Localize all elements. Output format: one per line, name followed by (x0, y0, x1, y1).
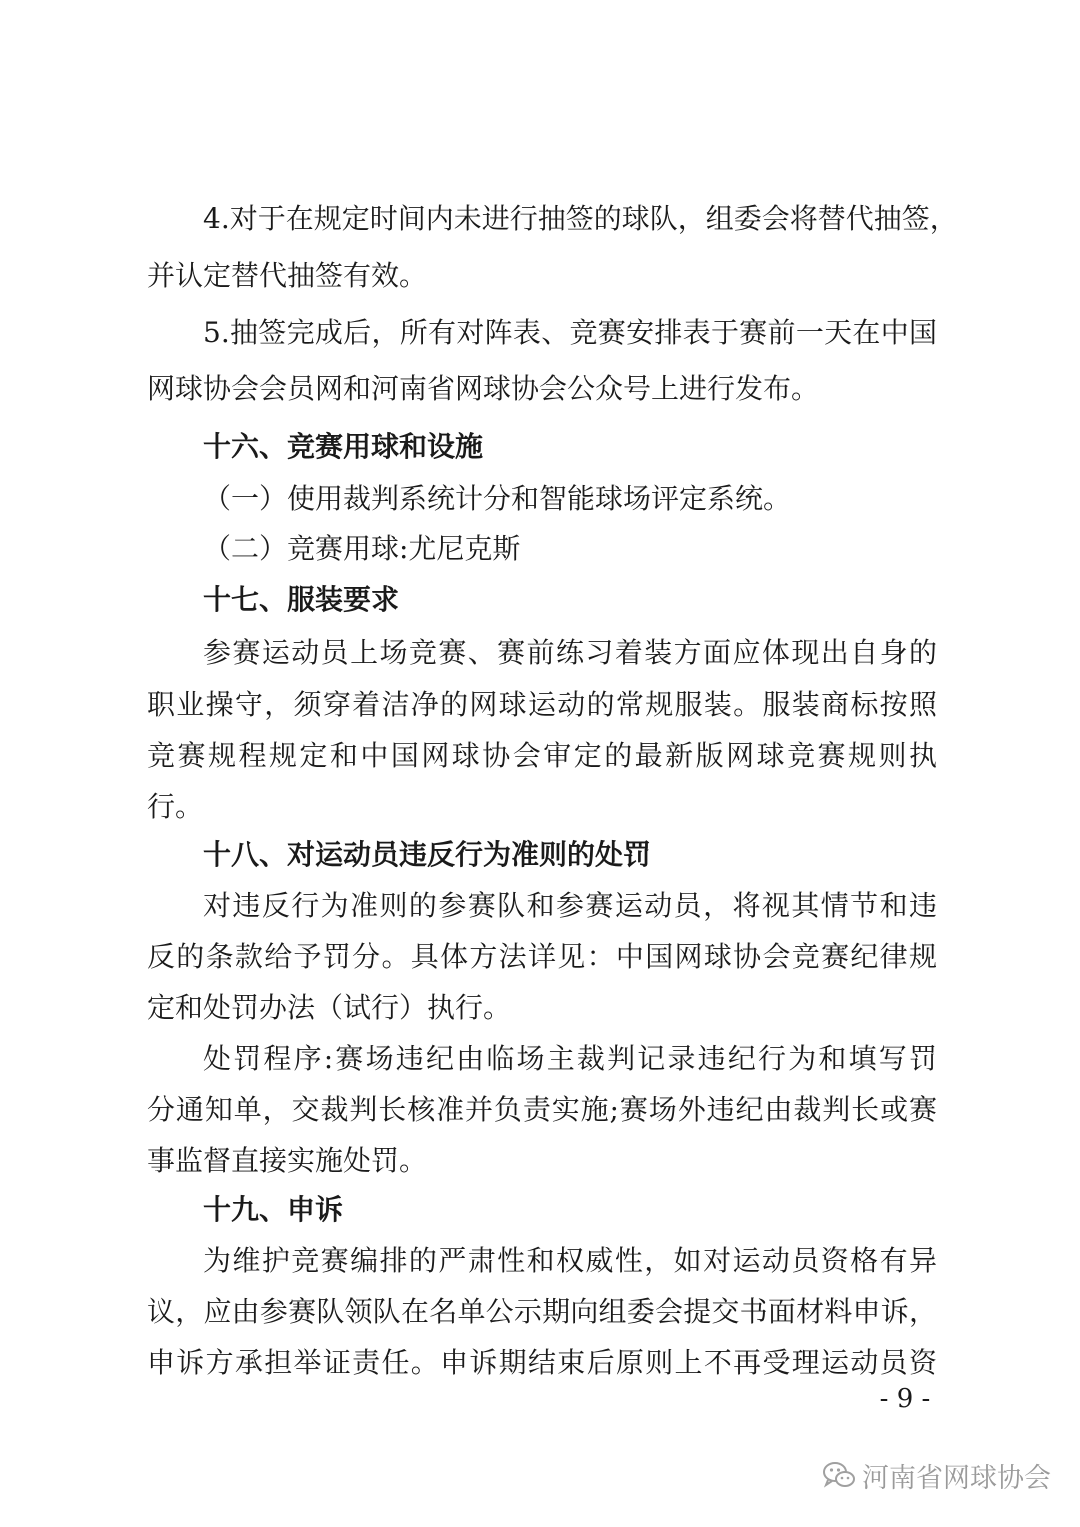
section-heading: 十八、对运动员违反行为准则的处罚 (203, 838, 652, 871)
paragraph-line: 职业操守，须穿着洁净的网球运动的常规服装。服装商标按照 (147, 688, 937, 721)
paragraph-line: 事监督直接实施处罚。 (147, 1144, 428, 1177)
paragraph-line: 网球协会会员网和河南省网球协会公众号上进行发布。 (147, 372, 820, 405)
paragraph-line: 定和处罚办法（试行）执行。 (147, 991, 512, 1024)
paragraph-line: 处罚程序:赛场违纪由临场主裁判记录违纪行为和填写罚 (203, 1042, 937, 1075)
watermark-text: 河南省网球协会 (862, 1462, 1051, 1494)
wechat-icon (822, 1460, 856, 1490)
paragraph-line: 分通知单，交裁判长核准并负责实施;赛场外违纪由裁判长或赛 (147, 1093, 937, 1126)
section-heading: 十六、竞赛用球和设施 (203, 430, 484, 463)
paragraph-line: 行。 (147, 790, 204, 823)
paragraph-line: 4.对于在规定时间内未进行抽签的球队，组委会将替代抽签， (203, 202, 958, 235)
section-heading: 十九、申诉 (203, 1193, 344, 1226)
paragraph-line: 参赛运动员上场竞赛、赛前练习着装方面应体现出自身的 (203, 636, 937, 669)
page-number: - 9 - (879, 1384, 931, 1414)
watermark (822, 1455, 1051, 1495)
section-heading: 十七、服装要求 (203, 583, 400, 616)
paragraph-line: 并认定替代抽签有效。 (147, 259, 428, 292)
paragraph-line: （一）使用裁判系统计分和智能球场评定系统。 (203, 482, 792, 515)
paragraph-line: （二）竞赛用球:尤尼克斯 (203, 532, 521, 565)
paragraph-line: 竞赛规程规定和中国网球协会审定的最新版网球竞赛规则执 (147, 739, 937, 772)
paragraph-line: 议，应由参赛队领队在名单公示期向组委会提交书面材料申诉， (147, 1295, 937, 1328)
paragraph-line: 对违反行为准则的参赛队和参赛运动员，将视其情节和违 (203, 889, 937, 922)
paragraph-line: 5.抽签完成后，所有对阵表、竞赛安排表于赛前一天在中国 (203, 316, 937, 349)
paragraph-line: 为维护竞赛编排的严肃性和权威性，如对运动员资格有异 (203, 1244, 937, 1277)
paragraph-line: 申诉方承担举证责任。申诉期结束后原则上不再受理运动员资 (147, 1346, 937, 1379)
paragraph-line: 反的条款给予罚分。具体方法详见：中国网球协会竞赛纪律规 (147, 940, 937, 973)
